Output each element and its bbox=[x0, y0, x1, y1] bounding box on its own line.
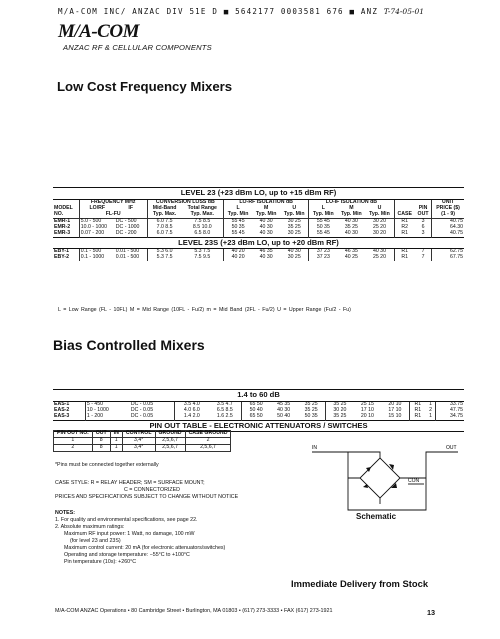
pin-cell: 7 bbox=[421, 254, 425, 261]
typ-label: Typ. bbox=[152, 210, 164, 217]
lorf-iso-cell: 40 20 bbox=[224, 249, 253, 255]
loif-iso-cell: 50 35 bbox=[309, 225, 338, 231]
lorf-iso-cell: 35 25 bbox=[287, 223, 301, 230]
page-number: 13 bbox=[427, 608, 436, 617]
model-cell: EAS-3 bbox=[54, 412, 70, 419]
loif-iso-cell: 55 45 bbox=[309, 218, 338, 224]
freq-header: FREQUENCY MHz bbox=[79, 199, 147, 205]
loif-iso-cell: 35 25 bbox=[326, 401, 354, 407]
if-cell: DC - 0.05 bbox=[130, 400, 154, 407]
pin-table-header: PIN OUT NO. bbox=[54, 431, 93, 438]
diodes bbox=[363, 464, 397, 488]
lorf-iso-cell: 30 25 bbox=[287, 217, 301, 224]
pin-note: *Pins must be connected together externally bbox=[55, 462, 159, 468]
loif-iso-cell: 30 20 bbox=[372, 217, 386, 224]
loif-iso-cell: 30 20 bbox=[326, 408, 354, 414]
loif-iso-cell: 35 25 bbox=[326, 414, 354, 420]
pin-table-cell: 3,4* bbox=[122, 437, 155, 444]
schematic-in-label: IN bbox=[312, 445, 317, 451]
pin-table-cell: 3,4* bbox=[122, 444, 155, 451]
level23s-heading: LEVEL 23S (+23 dBm LO, up to +20 dBm RF) bbox=[53, 237, 464, 249]
model-cell: EBY-1 bbox=[54, 248, 69, 255]
pin-table-header: CASE GROUND bbox=[185, 431, 231, 438]
pin-cell: 7 bbox=[421, 248, 425, 255]
pin-table-header: GROUND bbox=[155, 431, 185, 438]
company-subbrand: ANZAC RF & CELLULAR COMPONENTS bbox=[63, 43, 212, 52]
note-line: Pin temperature (10s): +260°C bbox=[64, 558, 137, 565]
out-header: OUT bbox=[415, 212, 432, 218]
price-cell: 67.75 bbox=[432, 255, 464, 261]
totalrange-cell: 5.3 7.5 bbox=[194, 248, 211, 255]
li-L-header: L bbox=[309, 206, 338, 212]
frequency-mixers-table bbox=[53, 187, 464, 261]
loif-iso-cell: 15 10 bbox=[388, 412, 402, 419]
flfu-header: FL-FU bbox=[79, 212, 147, 218]
note-line: 2. Absolute maximum ratings: bbox=[55, 523, 125, 530]
qty-header: (1 - 9) bbox=[432, 212, 464, 218]
delivery-banner: Immediate Delivery from Stock bbox=[291, 578, 429, 589]
case-cell: R1 bbox=[409, 408, 426, 414]
totalrange-cell: 6.5 8.5 bbox=[216, 406, 233, 413]
midband-header: Mid-Band bbox=[147, 206, 181, 212]
pin-header: PIN bbox=[418, 204, 428, 211]
price-cell: 62.75 bbox=[432, 249, 464, 255]
max-label: Max. bbox=[164, 210, 177, 217]
pin-out-title: PIN OUT TABLE - ELECTRONIC ATTENUATORS / SWITCHES bbox=[53, 420, 464, 432]
loif-iso-cell: 17 10 bbox=[388, 406, 402, 413]
lorf-iso-cell: 50 35 bbox=[224, 225, 253, 231]
case-cell: R1 bbox=[394, 255, 415, 261]
lorf-iso-cell: 55 45 bbox=[224, 231, 253, 237]
pin-table-cell: 2 bbox=[54, 444, 93, 451]
lorf-iso-cell: 30 25 bbox=[287, 254, 301, 261]
pin-table-cell: 1 bbox=[110, 437, 122, 444]
note-line: (for level 23 and 23S) bbox=[70, 537, 121, 544]
max-label: Max. bbox=[202, 210, 214, 217]
loif-iso-cell: 37 23 bbox=[309, 255, 338, 261]
pin-table-cell: 1 bbox=[54, 437, 93, 444]
case-cell: R1 bbox=[409, 414, 426, 420]
note-line: Maximum RF input power: 1 Watt, no damage, 100 mW bbox=[64, 530, 195, 537]
lorf-iso-cell: 40 30 bbox=[259, 223, 273, 230]
loif-iso-cell: 20 10 bbox=[360, 412, 374, 419]
pin-table-cell: 8 bbox=[92, 444, 110, 451]
lorf-iso-cell: 50 40 bbox=[242, 408, 270, 414]
loif-iso-cell: 25 20 bbox=[372, 254, 386, 261]
totalrange-cell: 1.6 2.5 bbox=[216, 412, 233, 419]
pin-table-cell: 2,5,6,7 bbox=[155, 444, 185, 451]
price-cell: 33.75 bbox=[436, 401, 464, 407]
schematic-con-label: CON bbox=[408, 478, 420, 484]
outer-loop bbox=[348, 452, 458, 510]
pin-table-header: CONTROL bbox=[122, 431, 155, 438]
loif-iso-cell: 30 20 bbox=[372, 229, 386, 236]
typmin-label: Typ. Min bbox=[224, 212, 253, 218]
price-cell: 40.75 bbox=[432, 231, 464, 237]
case-style-block bbox=[55, 480, 238, 501]
totalrange-header: Total Range bbox=[187, 204, 217, 211]
if-header: IF bbox=[128, 204, 134, 211]
loif-iso-cell: 25 15 bbox=[360, 400, 374, 407]
pin-table-header: OUT bbox=[92, 431, 110, 438]
loif-iso-cell: 46 35 bbox=[344, 248, 358, 255]
lorf-iso-cell: 40 30 bbox=[287, 248, 301, 255]
model-header: MODEL bbox=[54, 204, 73, 211]
pin-table-cell: 1 bbox=[110, 444, 122, 451]
pin-cell: 1 bbox=[429, 400, 432, 407]
lorf-cell: 5.0 - 500 bbox=[79, 218, 115, 224]
section-title-frequency-mixers: Low Cost Frequency Mixers bbox=[57, 79, 233, 94]
diode-bridge bbox=[360, 458, 400, 498]
price-cell: 64.30 bbox=[432, 225, 464, 231]
table-row bbox=[53, 255, 464, 261]
pin-cell: 3 bbox=[421, 217, 425, 224]
case-cell: R2 bbox=[394, 225, 415, 231]
bias-mixers-table bbox=[53, 389, 464, 432]
footer-address: M/A-COM ANZAC Operations • 80 Cambridge Street • Burlington, MA 01803 • (617) 273-3333 • FAX (617) 273-1921 bbox=[55, 608, 333, 614]
no-header: NO. bbox=[53, 212, 79, 218]
lorf-iso-cell: 35 25 bbox=[304, 400, 318, 407]
price-cell: 34.75 bbox=[436, 414, 464, 420]
scan-code: M/A-COM INC/ ANZAC DIV 51E D ■ 5642177 0003581 676 ■ ANZ bbox=[58, 7, 379, 16]
company-logo: M/A-COM bbox=[58, 21, 139, 42]
lorf-iso-cell: 40 30 bbox=[259, 254, 273, 261]
lorf-iso-cell: 45 35 bbox=[277, 400, 291, 407]
lorf-iso-cell: 50 40 bbox=[277, 412, 291, 419]
lorf-iso-header: LO-RF ISOLATION dB bbox=[224, 199, 309, 205]
if-cell: 0.01 - 500 bbox=[115, 254, 140, 261]
loif-iso-cell: 20 10 bbox=[388, 400, 402, 407]
lr-L-header: L bbox=[224, 206, 253, 212]
model-cell: EMR-1 bbox=[54, 217, 71, 224]
model-cell: EAS-1 bbox=[54, 400, 70, 407]
note-line: Operating and storage temperature: −55°C to +100°C bbox=[64, 551, 190, 558]
pin-table-cell: 8 bbox=[92, 437, 110, 444]
case-style-line: PRICES AND SPECIFICATIONS SUBJECT TO CHANGE WITHOUT NOTICE bbox=[55, 493, 239, 500]
loif-iso-cell: 17 10 bbox=[360, 406, 374, 413]
midband-cell: 4.0 6.0 bbox=[175, 408, 208, 414]
lorf-cell: 1 - 200 bbox=[85, 414, 129, 420]
lorf-cell: 10 - 1000 bbox=[85, 408, 129, 414]
lorf-header: LO/RF bbox=[79, 206, 115, 212]
pin-cell: 3 bbox=[421, 229, 425, 236]
conv-header: CONVERSION LOSS dB bbox=[147, 199, 223, 205]
case-style-line: CASE STYLE: R = RELAY HEADER; SM = SURFACE MOUNT; bbox=[55, 480, 205, 486]
lr-U-header: U bbox=[292, 204, 297, 211]
lr-M-header: M bbox=[263, 204, 269, 211]
loif-iso-cell: 40 25 bbox=[344, 254, 358, 261]
totalrange-cell: 7.5 9.5 bbox=[194, 254, 211, 261]
midband-cell: 7.0 8.5 bbox=[147, 225, 181, 231]
case-header: CASE bbox=[394, 212, 415, 218]
lorf-iso-cell: 40 30 bbox=[259, 217, 273, 224]
if-cell: DC - 0.05 bbox=[130, 406, 154, 413]
totalrange-cell: 6.5 8.0 bbox=[194, 229, 211, 236]
loif-iso-cell: 37 23 bbox=[309, 249, 338, 255]
totalrange-cell: 8.5 10.0 bbox=[192, 223, 212, 230]
lorf-iso-cell: 30 25 bbox=[287, 229, 301, 236]
loif-iso-header: LO-IF ISOLATION dB bbox=[309, 199, 394, 205]
if-cell: DC - 500 bbox=[115, 217, 137, 224]
model-cell: EAS-2 bbox=[54, 406, 70, 413]
lorf-iso-cell: 40 30 bbox=[277, 406, 291, 413]
loif-iso-cell: 55 45 bbox=[309, 231, 338, 237]
midband-cell: 1.4 2.0 bbox=[175, 414, 208, 420]
pin-cell: 6 bbox=[421, 223, 425, 230]
loif-iso-cell: 25 20 bbox=[372, 223, 386, 230]
pin-cell: 1 bbox=[429, 412, 432, 419]
midband-cell: 5.3 7.5 bbox=[147, 255, 181, 261]
totalrange-cell: 3.5 4.7 bbox=[216, 400, 233, 407]
lorf-cell: 5 - 450 bbox=[85, 401, 129, 407]
bias-band-heading: 1.4 to 60 dB bbox=[53, 390, 464, 402]
li-U-header: U bbox=[377, 204, 382, 211]
typ-label: Typ. bbox=[190, 210, 201, 217]
typmin-label: Typ. Min bbox=[365, 212, 394, 218]
pin-out-table bbox=[53, 430, 231, 452]
lorf-iso-cell: 40 30 bbox=[259, 229, 273, 236]
note-line: 1. For quality and environmental specifications, see page 22. bbox=[55, 516, 198, 523]
notes-title: NOTES: bbox=[55, 510, 76, 516]
price-cell: 40.75 bbox=[432, 218, 464, 224]
lorf-iso-cell: 35 25 bbox=[304, 406, 318, 413]
loif-iso-cell: 40 30 bbox=[372, 248, 386, 255]
case-cell: R1 bbox=[409, 401, 426, 407]
handwritten-code: T-74-05-01 bbox=[383, 7, 425, 16]
midband-cell: 3.5 4.0 bbox=[175, 401, 208, 407]
schematic-caption: Schematic bbox=[356, 512, 397, 521]
unit-header: UNIT bbox=[432, 199, 464, 205]
case-cell: R1 bbox=[394, 218, 415, 224]
note-line: Maximum control current: 20 mA (for electronic attenuators/switches) bbox=[64, 544, 226, 551]
typmin-label: Typ. Min bbox=[252, 212, 280, 218]
li-M-header: M bbox=[349, 204, 354, 211]
model-cell: EMR-3 bbox=[54, 229, 71, 236]
lorf-iso-cell: 65 50 bbox=[242, 401, 270, 407]
lorf-cell: 0.07 - 200 bbox=[79, 231, 115, 237]
schematic-out-label: OUT bbox=[446, 445, 457, 451]
pin-table-cell: 2,5,6,7 bbox=[155, 437, 185, 444]
if-cell: DC - 1000 bbox=[115, 223, 140, 230]
price-cell: 47.75 bbox=[436, 408, 464, 414]
if-cell: DC - 0.05 bbox=[130, 412, 154, 419]
if-cell: 0.01 - 500 bbox=[115, 248, 140, 255]
pin-table-cell: 2 bbox=[185, 437, 231, 444]
case-cell: R1 bbox=[394, 249, 415, 255]
pin-cell: 2 bbox=[429, 406, 432, 413]
lorf-iso-cell: 50 35 bbox=[304, 412, 318, 419]
lorf-iso-cell: 65 50 bbox=[242, 414, 270, 420]
loif-iso-cell: 40 30 bbox=[344, 217, 358, 224]
midband-cell: 5.3 6.0 bbox=[147, 249, 181, 255]
typmin-label: Typ. Min bbox=[337, 212, 365, 218]
model-cell: EBY-2 bbox=[54, 254, 69, 261]
model-cell: EMR-2 bbox=[54, 223, 71, 230]
lorf-iso-cell: 40 20 bbox=[224, 255, 253, 261]
section-title-bias-mixers: Bias Controlled Mixers bbox=[53, 337, 205, 353]
table-row bbox=[54, 444, 231, 451]
lorf-iso-cell: 46 35 bbox=[259, 248, 273, 255]
pin-table-header: IN bbox=[110, 431, 122, 438]
loif-iso-cell: 40 30 bbox=[344, 229, 358, 236]
pin-table-cell: 2,5,6,7 bbox=[185, 444, 231, 451]
loif-iso-cell: 35 25 bbox=[344, 223, 358, 230]
lorf-iso-cell: 55 45 bbox=[224, 218, 253, 224]
typmin-label: Typ. Min bbox=[280, 212, 309, 218]
scan-header-line bbox=[58, 7, 424, 16]
if-cell: DC - 200 bbox=[115, 229, 137, 236]
level23-heading: LEVEL 23 (+23 dBm LO, up to +15 dBm RF) bbox=[53, 188, 464, 200]
totalrange-cell: 7.5 8.5 bbox=[194, 217, 211, 224]
lorf-cell: 0.1 - 1000 bbox=[79, 255, 115, 261]
range-legend: L = Low Range (FL - 10FL) M = Mid Range (10FL - Fu/2) m = Mid Band (2FL - Fu/2) U = Upper Range (Fu/2 - Fu) bbox=[58, 307, 351, 313]
lorf-cell: 0.1 - 500 bbox=[79, 249, 115, 255]
lorf-cell: 10.0 - 1000 bbox=[79, 225, 115, 231]
price-header: PRICE ($) bbox=[432, 206, 464, 212]
midband-cell: 6.0 7.5 bbox=[147, 218, 181, 224]
typmin-label: Typ. Min bbox=[309, 212, 338, 218]
notes-block bbox=[55, 510, 225, 566]
midband-cell: 6.0 7.5 bbox=[147, 231, 181, 237]
case-style-line: C = CONNECTORIZED bbox=[124, 486, 180, 493]
case-cell: R1 bbox=[394, 231, 415, 237]
